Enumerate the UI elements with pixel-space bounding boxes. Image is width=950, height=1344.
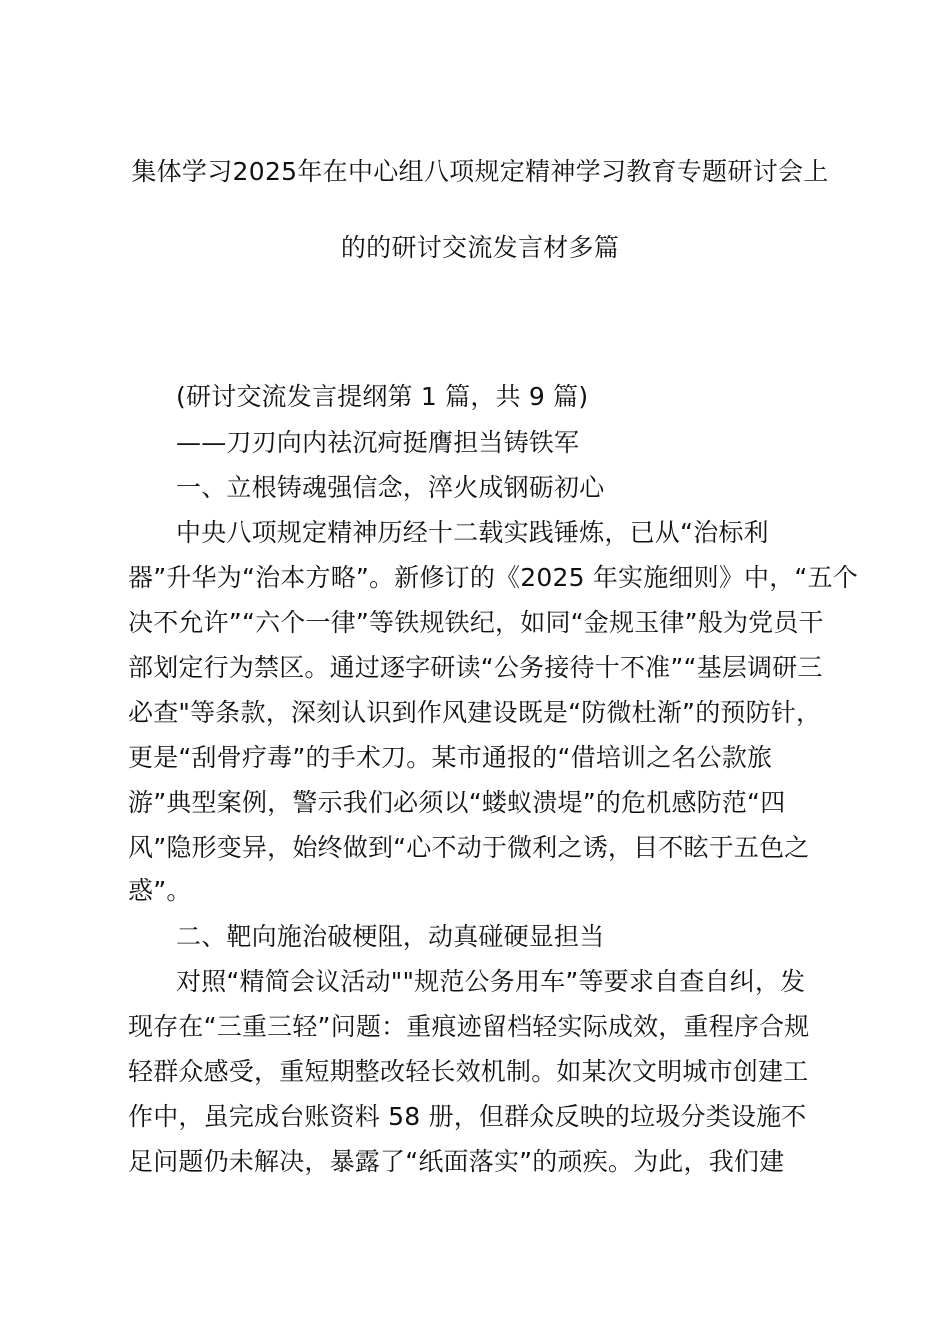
paragraph-line: 必查"等条款，深刻认识到作风建设既是“防微杜渐”的预防针， [128,698,822,727]
section-heading-1: 一、立根铸魂强信念，淬火成钢砺初心 [176,473,605,502]
paragraph-line: 中央八项规定精神历经十二载实践锤炼，已从“治标利 [176,518,769,547]
paragraph-line: 现存在“三重三轻”问题：重痕迹留档轻实际成效，重程序合规 [128,1012,810,1041]
paragraph-line: 决不允许”“六个一律”等铁规铁纪，如同“金规玉律”般为党员干 [128,608,824,637]
paragraph-line: 器”升华为“治本方略”。新修订的《2025 年实施细则》中，“五个 [128,563,858,592]
article-subtitle: ——刀刃向内祛沉疴挺膺担当铸铁军 [176,428,580,457]
document-title-line-2: 的的研讨交流发言材多篇 [340,233,620,262]
paragraph-line: 部划定行为禁区。通过逐字研读“公务接待十不准”“基层调研三 [128,653,823,682]
paragraph-line: 对照“精简会议活动""规范公务用车”等要求自查自纠，发 [176,967,806,996]
paragraph-line: 惑”。 [128,876,192,905]
paragraph-line: 游”典型案例，警示我们必须以“蝼蚁溃堤”的危机感防范“四 [128,788,786,817]
paragraph-line: 风”隐形变异，始终做到“心不动于微利之诱，目不眩于五色之 [128,833,810,862]
paragraph-line: 轻群众感受，重短期整改轻长效机制。如某次文明城市创建工 [128,1057,809,1086]
document-title-line-1: 集体学习2025年在中心组八项规定精神学习教育专题研讨会上 [131,157,829,186]
paragraph-line: 更是“刮骨疗毒”的手术刀。某市通报的“借培训之名公款旅 [128,743,773,772]
paragraph-line: 足问题仍未解决，暴露了“纸面落实”的顽疾。为此，我们建 [128,1147,785,1176]
section-heading-2: 二、靶向施治破梗阻，动真碰硬显担当 [176,922,605,951]
article-subtitle-note: (研讨交流发言提纲第 1 篇，共 9 篇) [176,382,589,411]
paragraph-line: 作中，虽完成台账资料 58 册，但群众反映的垃圾分类设施不 [128,1102,807,1131]
